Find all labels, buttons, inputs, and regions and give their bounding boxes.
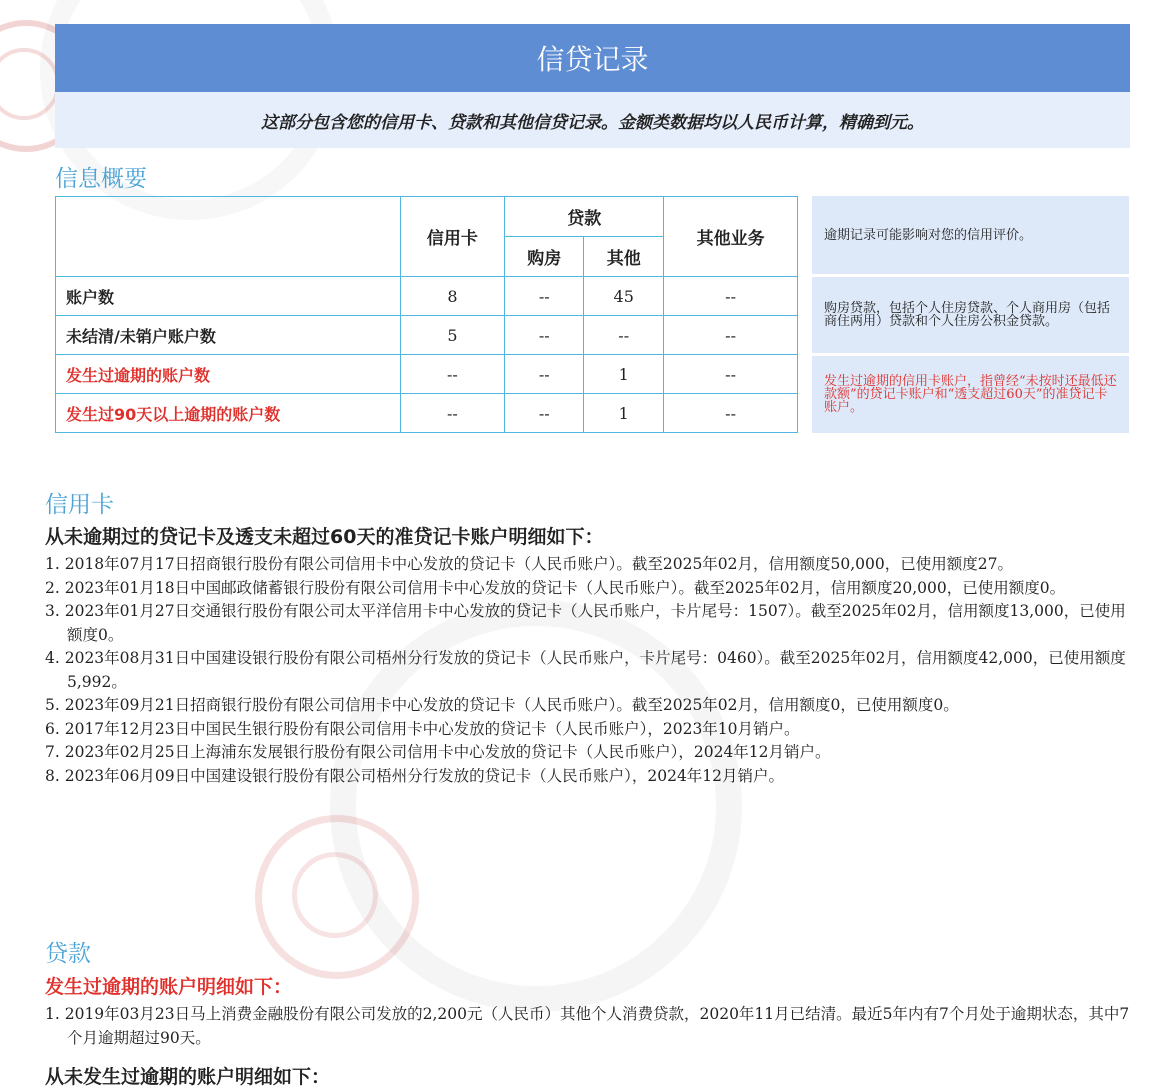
list-item: 2. 2023年01月18日中国邮政储蓄银行股份有限公司信用卡中心发放的贷记卡（人民币账户）。截至2025年02月，信用额度20,000，已使用额度0。 [45,578,1066,597]
cell-housing: -- [505,277,584,316]
header-housing: 购房 [505,237,584,277]
list-item: 3. 2023年01月27日交通银行股份有限公司太平洋信用卡中心发放的贷记卡（人民币账户，卡片尾号：1507）。截至2025年02月，信用额度13,000，已使用额度0。 [45,602,1126,644]
credit-card-heading: 信用卡 [45,492,114,518]
cell-other: 1 [584,355,664,394]
note-housing-loan: 购房贷款，包括个人住房贷款、个人商用房（包括商住两用）贷款和个人住房公积金贷款。 [812,277,1129,353]
header-other-business: 其他业务 [664,197,798,277]
loan-heading: 贷款 [45,941,91,967]
list-item: 5. 2023年09月21日招商银行股份有限公司信用卡中心发放的贷记卡（人民币账户）。截至2025年02月，信用额度0，已使用额度0。 [45,696,959,714]
seal-watermark [255,815,419,979]
list-item: 8. 2023年06月09日中国建设银行股份有限公司梧州分行发放的贷记卡（人民币账户），2024年12月销户。 [45,766,785,785]
header-credit-card: 信用卡 [400,197,505,277]
cell-other: 1 [584,394,664,433]
list-item: 7. 2023年02月25日上海浦东发展银行股份有限公司信用卡中心发放的贷记卡（人民币账户），2024年12月销户。 [45,743,831,761]
cell-housing: -- [505,394,584,433]
cell-housing: -- [505,355,584,394]
row-label: 账户数 [56,277,401,316]
table-row [56,394,798,433]
cell-other-business: -- [664,394,798,433]
cell-other: -- [584,316,664,355]
table-row [56,355,798,394]
credit-card-subheading: 从未逾期过的贷记卡及透支未超过60天的准贷记卡账户明细如下： [45,526,604,548]
note-overdue-card: 发生过逾期的信用卡账户，指曾经“未按时还最低还款额”的贷记卡账户和“透支超过60天”的准贷记卡账户。 [812,356,1129,433]
overview-notes [812,196,1129,436]
loan-overdue-list [45,1003,1135,1050]
cell-other: 45 [584,277,664,316]
header-loan: 贷款 [505,197,664,237]
table-row [56,316,798,355]
cell-credit-card: -- [400,394,505,433]
list-item: 1. 2018年07月17日招商银行股份有限公司信用卡中心发放的贷记卡（人民币账户）。截至2025年02月，信用额度50,000，已使用额度27。 [45,555,1013,573]
cell-credit-card: 5 [400,316,505,355]
loan-no-overdue-subheading: 从未发生过逾期的账户明细如下： [45,1066,331,1088]
credit-card-list [45,553,1135,788]
section-banner-title: 信贷记录 [55,24,1130,92]
cell-housing: -- [505,316,584,355]
cell-credit-card: 8 [400,277,505,316]
overview-heading: 信息概要 [55,166,147,192]
note-overdue-impact: 逾期记录可能影响对您的信用评价。 [812,196,1129,274]
list-item: 1. 2019年03月23日马上消费金融股份有限公司发放的2,200元（人民币）其他个人消费贷款，2020年11月已结清。最近5年内有7个月处于逾期状态，其中7个月逾期超过90天。 [45,1005,1130,1047]
row-label: 发生过90天以上逾期的账户数 [56,394,401,433]
cell-other-business: -- [664,355,798,394]
row-label: 发生过逾期的账户数 [56,355,401,394]
cell-other-business: -- [664,316,798,355]
list-item: 4. 2023年08月31日中国建设银行股份有限公司梧州分行发放的贷记卡（人民币账户，卡片尾号：0460）。截至2025年02月，信用额度42,000，已使用额度5,992。 [45,649,1126,691]
overview-table [55,196,798,433]
cell-credit-card: -- [400,355,505,394]
row-label: 未结清/未销户账户数 [56,316,401,355]
section-banner-subtitle: 这部分包含您的信用卡、贷款和其他信贷记录。金额类数据均以人民币计算，精确到元。 [55,92,1130,148]
table-corner-cell [56,197,401,277]
loan-overdue-subheading: 发生过逾期的账户明细如下： [45,976,293,998]
list-item: 6. 2017年12月23日中国民生银行股份有限公司信用卡中心发放的贷记卡（人民币账户），2023年10月销户。 [45,719,800,738]
table-row [56,277,798,316]
cell-other-business: -- [664,277,798,316]
header-other: 其他 [584,237,664,277]
